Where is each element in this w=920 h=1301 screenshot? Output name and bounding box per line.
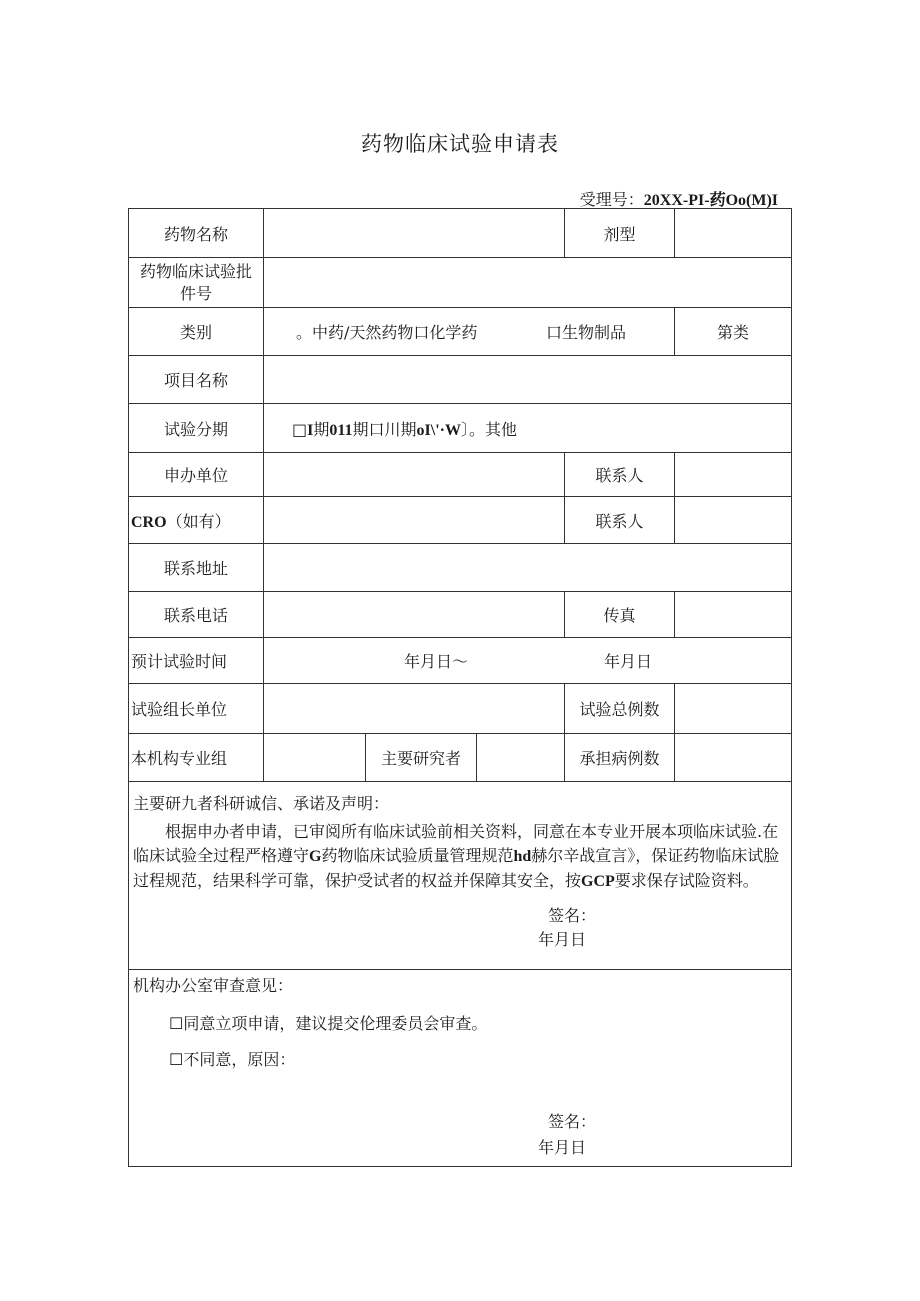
phase-text-1: 期 [313, 419, 330, 439]
row-office-review [129, 970, 792, 1167]
cro-label-note: （如有） [166, 511, 231, 531]
row-approval-no [129, 258, 792, 308]
trial-time-label: 预计试验时间 [129, 638, 264, 684]
phone-field[interactable] [264, 592, 565, 638]
address-field[interactable] [264, 544, 792, 592]
row-sponsor [129, 453, 792, 497]
dosage-form-label: 剂型 [565, 209, 675, 258]
row-cro [129, 497, 792, 544]
row-category [129, 308, 792, 356]
phase-iv-text: oI\'·W [416, 421, 461, 439]
pi-statement-heading: 主要研九者科研诚信、承诺及声明： [133, 794, 390, 813]
trial-time-field[interactable] [264, 638, 792, 684]
pi-statement-text-3: 赫尔辛战宣言》，保证药物临床试脸过程规范，结果科学可靠，保护受试者的权益并保障其安全，按 [133, 846, 780, 890]
phone-label: 联系电话 [129, 592, 264, 638]
sponsor-contact-field[interactable] [675, 453, 792, 497]
category-options [264, 308, 675, 356]
cro-label [129, 497, 264, 544]
sponsor-contact-label: 联系人 [565, 453, 675, 497]
drug-name-field[interactable] [264, 209, 565, 258]
pi-statement-text-4: 要求保存试险资料。 [614, 871, 759, 890]
application-form [128, 208, 792, 1167]
row-pi-statement [129, 782, 792, 970]
phase-ii-text: 011 [329, 421, 353, 439]
row-phone [129, 592, 792, 638]
trial-time-end: 年月日 [604, 652, 653, 671]
drug-name-label: 药物名称 [129, 209, 264, 258]
row-trial-time [129, 638, 792, 684]
address-label: 联系地址 [129, 544, 264, 592]
assigned-cases-label: 承担病例数 [565, 734, 675, 782]
fax-label: 传真 [565, 592, 675, 638]
total-cases-label: 试验总例数 [565, 684, 675, 734]
office-approve-option[interactable]: ☐同意立项申请，建议提交伦理委员会审查。 [169, 1014, 488, 1033]
dosage-form-field[interactable] [675, 209, 792, 258]
approval-no-label: 药物临床试验批件号 [129, 258, 264, 308]
phase-prefix: □ [292, 419, 308, 439]
office-reject-option[interactable]: ☐不同意，原因： [169, 1050, 296, 1069]
pi-signature-date: 年月日 [538, 930, 587, 949]
row-phase [129, 404, 792, 453]
assigned-cases-field[interactable] [675, 734, 792, 782]
phase-options[interactable] [264, 404, 792, 453]
cro-field[interactable] [264, 497, 565, 544]
cro-label-abbr: CRO [131, 513, 167, 531]
phase-text-2: 期口川期 [352, 419, 417, 439]
row-drug-name [129, 209, 792, 258]
sponsor-field[interactable] [264, 453, 565, 497]
professional-group-field[interactable] [264, 734, 366, 782]
pi-statement-body [133, 820, 787, 894]
office-signature-date: 年月日 [538, 1138, 587, 1157]
sponsor-label: 申办单位 [129, 453, 264, 497]
row-professional-group [129, 734, 792, 782]
principal-investigator-field[interactable] [477, 734, 565, 782]
cro-contact-field[interactable] [675, 497, 792, 544]
principal-investigator-label: 主要研究者 [366, 734, 477, 782]
pi-statement-text-1: 根据申办者申请，已审阅所有临床试验前相关资料，同意在本专业开展本项临床试验.在临床试验全过程严格遵守 [133, 822, 779, 865]
trial-time-start: 年月日～ [404, 652, 469, 671]
phase-text-3: 〕。其他 [460, 419, 517, 439]
page-title: 药物临床试验申请表 [361, 132, 559, 156]
project-name-label: 项目名称 [129, 356, 264, 404]
row-address [129, 544, 792, 592]
receipt-value: 20XX-PI-药Oo(M)I [643, 192, 778, 209]
lead-unit-label: 试验组长单位 [129, 684, 264, 734]
pi-statement-bold-1: G [309, 848, 322, 865]
pi-statement-section [129, 782, 792, 970]
total-cases-field[interactable] [675, 684, 792, 734]
project-name-field[interactable] [264, 356, 792, 404]
office-review-heading: 机构办公室审查意见： [133, 976, 294, 995]
pi-statement-text-2: 药物临床试验质量管理规范 [321, 846, 514, 865]
fax-field[interactable] [675, 592, 792, 638]
phase-label: 试验分期 [129, 404, 264, 453]
category-option-chinese-chemical[interactable]: 。中药/天然药物口化学药 [296, 323, 478, 342]
category-class-label: 第类 [675, 308, 792, 356]
receipt-number [580, 187, 778, 210]
receipt-label: 受理号： [579, 190, 644, 209]
approval-no-field[interactable] [264, 258, 792, 308]
cro-contact-label: 联系人 [565, 497, 675, 544]
category-label: 类别 [129, 308, 264, 356]
professional-group-label: 本机构专业组 [129, 734, 264, 782]
row-lead-unit [129, 684, 792, 734]
category-option-biologic[interactable]: 口生物制品 [546, 323, 627, 342]
pi-signature-label: 签名： [548, 906, 597, 925]
lead-unit-field[interactable] [264, 684, 565, 734]
office-review-section [129, 970, 792, 1167]
pi-statement-bold-3: GCP [581, 873, 615, 890]
row-project-name [129, 356, 792, 404]
pi-statement-bold-2: hd [513, 848, 532, 865]
office-signature-label: 签名： [548, 1112, 597, 1131]
phase-i-text: I [307, 421, 314, 439]
